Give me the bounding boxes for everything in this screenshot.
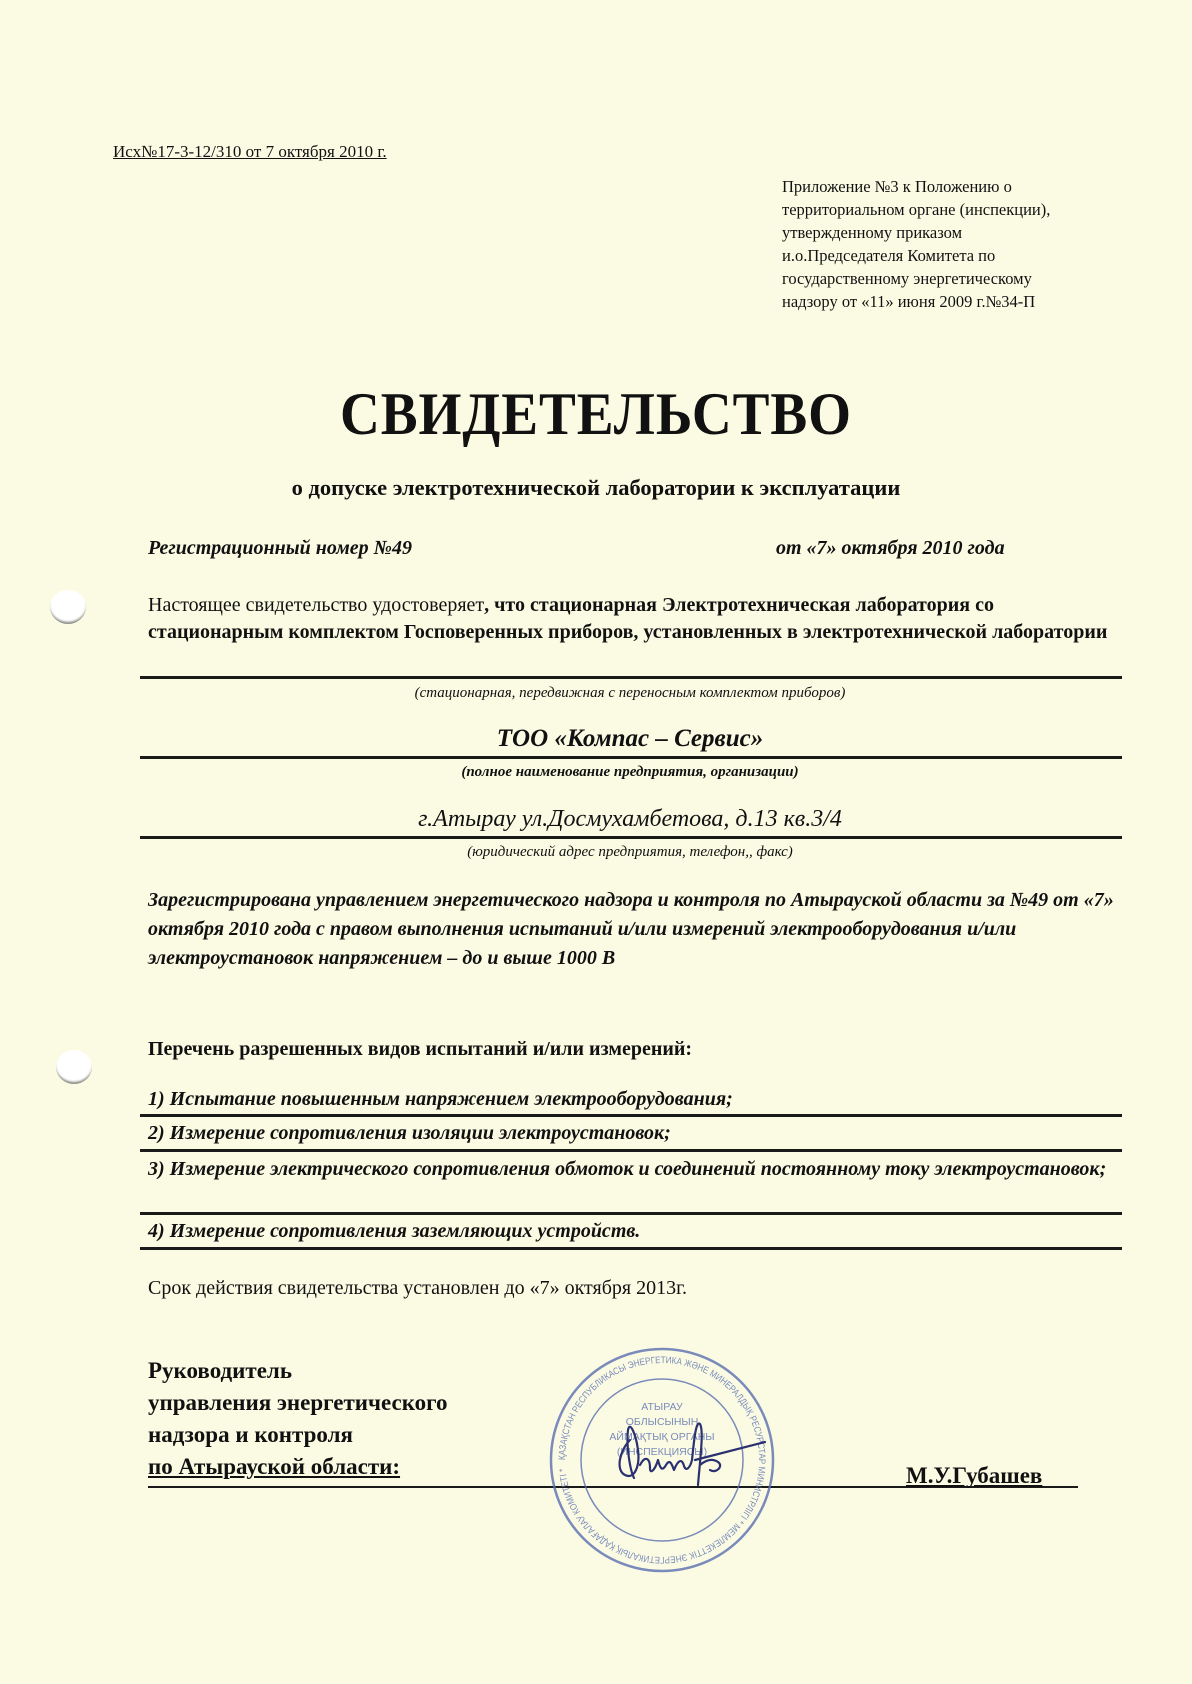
appendix-line: территориальном органе (инспекции), [782,200,1051,219]
stamp-outer-text: ҚАЗАҚСТАН РЕСПУБЛИКАСЫ ЭНЕРГЕТИКА ЖӘНЕ МИНЕРАЛДЫҚ РЕСУРСТАР МИНИСТРЛІГІ * МЕМЛЕКЕТТІК ЭНЕРГЕТИКАЛЫҚ ҚАДАҒАЛАУ КОМИТЕТІ * [556,1354,768,1566]
punch-hole-upper [50,590,86,624]
stamp-inner-line: ОБЛЫСЫНЫҢ [625,1416,699,1428]
appendix-line: и.о.Председателя Комитета по [782,246,996,265]
registration-date: от «7» октября 2010 года [776,537,1005,559]
signer-title-line: управления энергетического [148,1390,448,1415]
organization-address: г.Атырау ул.Досмухамбетова, д.13 кв.3/4 [418,806,842,832]
stamp-inner-line: АТЫРАУ [641,1401,683,1413]
signer-title [148,1355,448,1483]
organization-underline [140,756,1122,759]
address-underline [140,836,1122,839]
permitted-item: 4) Измерение сопротивления заземляющих устройств. [148,1220,641,1242]
intro-underline [140,676,1122,679]
address-caption: (юридический адрес предприятия, телефон,, факс) [467,844,793,860]
document-title: СВИДЕТЕЛЬСТВО [340,381,852,447]
appendix-note [782,175,1122,313]
signer-name: М.У.Губашев [906,1463,1043,1488]
permitted-item: 3) Измерение электрического сопротивления обмоток и соединений постоянному току электроустановок; [148,1158,1107,1180]
handwritten-signature [600,1410,770,1500]
item-underline [140,1114,1122,1117]
registration-number: Регистрационный номер №49 [148,537,412,559]
lab-type-caption: (стационарная, передвижная с переносным комплектом приборов) [414,685,846,701]
appendix-line: государственному энергетическому [782,269,1032,288]
organization-caption: (полное наименование предприятия, организации) [461,764,799,780]
stamp-inner-line: АЙМАҚТЫҚ ОРГАНЫ [609,1431,715,1443]
validity-statement: Срок действия свидетельства установлен до «7» октября 2013г. [148,1277,688,1299]
permitted-list-heading: Перечень разрешенных видов испытаний и/или измерений: [148,1038,693,1060]
signer-title-line: надзора и контроля [148,1422,353,1447]
item-underline [140,1149,1122,1152]
stamp-inner-line: (ИНСПЕКЦИЯСЫ) [616,1446,708,1458]
intro-bold: , что стационарная Электротехническая лаборатория со стационарным комплектом Госповеренных приборов, установленных в электротехнической лаборатории [148,594,1108,643]
outgoing-reference: Исх№17-3-12/310 от 7 октября 2010 г. [113,142,387,161]
permitted-item: 2) Измерение сопротивления изоляции электроустановок; [148,1122,671,1144]
item-underline [140,1212,1122,1215]
appendix-line: утвержденному приказом [782,223,963,242]
appendix-line: Приложение №3 к Положению о [782,177,1012,196]
intro-paragraph [148,592,1123,646]
item-underline [140,1247,1122,1250]
document-subtitle: о допуске электротехнической лаборатории к эксплуатации [291,475,901,500]
permitted-item: 1) Испытание повышенным напряжением электрооборудования; [148,1088,733,1110]
punch-hole-lower [56,1050,92,1084]
signer-title-line: по Атырауской области: [148,1454,401,1479]
intro-plain: Настоящее свидетельство удостоверяет [148,594,485,616]
appendix-line: надзору от «11» июня 2009 г.№34-П [782,292,1036,311]
signer-title-line: Руководитель [148,1358,292,1383]
organization-name: ТОО «Компас – Сервис» [496,725,764,752]
registration-statement: Зарегистрирована управлением энергетического надзора и контроля по Атырауской области за №49 от «7» октября 2010 года с правом выполнения испытаний и/или измерений электрооборудования и/или электроустановок напряжением – до и выше 1000 В [148,889,1114,969]
